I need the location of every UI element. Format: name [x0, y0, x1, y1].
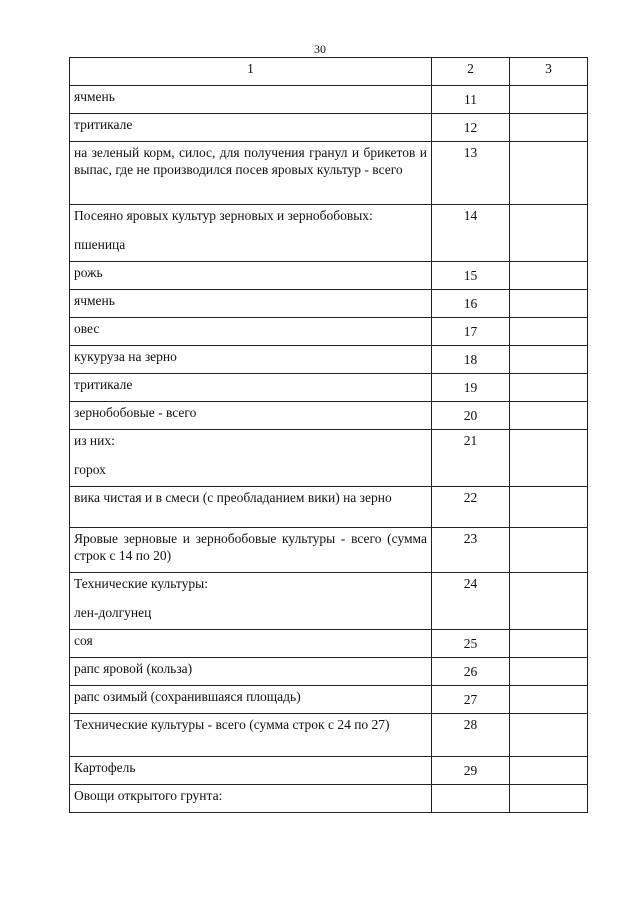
header-col-1: 1	[70, 58, 432, 86]
row-label: на зеленый корм, силос, для получения гранул и брикетов и выпас, где не производился посев яровых культур - всего	[70, 142, 432, 205]
table-row	[70, 487, 588, 528]
row-sublabel: лен-долгунец	[74, 605, 152, 620]
table-row	[70, 142, 588, 205]
row-value-cell[interactable]	[510, 785, 588, 813]
section-heading: Посеяно яровых культур зерновых и зернобобовых:	[74, 208, 373, 223]
table-row	[70, 785, 588, 813]
row-sublabel: горох	[74, 462, 106, 477]
row-value-cell[interactable]	[510, 86, 588, 114]
row-label: ячмень	[70, 86, 432, 114]
row-value-cell[interactable]	[510, 142, 588, 205]
row-value-cell[interactable]	[510, 714, 588, 757]
row-value-cell[interactable]	[510, 630, 588, 658]
table-row	[70, 318, 588, 346]
section-heading: из них:	[74, 433, 115, 448]
row-label: зернобобовые - всего	[70, 402, 432, 430]
row-code: 28	[432, 714, 510, 757]
section-heading: Технические культуры:	[74, 576, 208, 591]
table-row	[70, 658, 588, 686]
row-code: 23	[432, 528, 510, 573]
row-code: 15	[432, 262, 510, 290]
row-value-cell[interactable]	[510, 528, 588, 573]
row-code: 27	[432, 686, 510, 714]
table-row	[70, 402, 588, 430]
row-label: кукуруза на зерно	[70, 346, 432, 374]
row-code: 17	[432, 318, 510, 346]
row-label: Овощи открытого грунта:	[70, 785, 432, 813]
table-row	[70, 714, 588, 757]
row-value-cell[interactable]	[510, 402, 588, 430]
row-value-cell[interactable]	[510, 346, 588, 374]
row-code: 13	[432, 142, 510, 205]
row-label: тритикале	[70, 114, 432, 142]
row-label: соя	[70, 630, 432, 658]
form-table	[69, 57, 588, 813]
row-code: 20	[432, 402, 510, 430]
row-label	[70, 205, 432, 262]
row-sublabel: пшеница	[74, 237, 126, 252]
row-label: тритикале	[70, 374, 432, 402]
row-value-cell[interactable]	[510, 374, 588, 402]
row-value-cell[interactable]	[510, 114, 588, 142]
row-code: 19	[432, 374, 510, 402]
table-row	[70, 290, 588, 318]
row-code: 14	[432, 205, 510, 262]
table-row	[70, 630, 588, 658]
table-row	[70, 205, 588, 262]
table-row	[70, 114, 588, 142]
row-value-cell[interactable]	[510, 487, 588, 528]
row-label: вика чистая и в смеси (с преобладанием вики) на зерно	[70, 487, 432, 528]
row-label	[70, 430, 432, 487]
row-label: Картофель	[70, 757, 432, 785]
row-label: рапс озимый (сохранившаяся площадь)	[70, 686, 432, 714]
row-value-cell[interactable]	[510, 658, 588, 686]
table-row	[70, 262, 588, 290]
page-number: 30	[314, 42, 326, 56]
table-row	[70, 86, 588, 114]
table-row	[70, 686, 588, 714]
row-label: Яровые зерновые и зернобобовые культуры - всего (сумма строк с 14 по 20)	[70, 528, 432, 573]
table-row	[70, 573, 588, 630]
table-row	[70, 346, 588, 374]
row-code: 21	[432, 430, 510, 487]
row-code: 12	[432, 114, 510, 142]
table-row	[70, 430, 588, 487]
row-code: 22	[432, 487, 510, 528]
table-row	[70, 374, 588, 402]
table-row	[70, 757, 588, 785]
row-value-cell[interactable]	[510, 262, 588, 290]
header-col-3: 3	[510, 58, 588, 86]
row-code: 24	[432, 573, 510, 630]
row-code: 29	[432, 757, 510, 785]
row-label: ячмень	[70, 290, 432, 318]
row-code	[432, 785, 510, 813]
row-label: овес	[70, 318, 432, 346]
row-value-cell[interactable]	[510, 290, 588, 318]
row-code: 26	[432, 658, 510, 686]
row-code: 11	[432, 86, 510, 114]
table-row	[70, 528, 588, 573]
row-label: рожь	[70, 262, 432, 290]
header-col-2: 2	[432, 58, 510, 86]
row-label: Технические культуры - всего (сумма строк с 24 по 27)	[70, 714, 432, 757]
row-value-cell[interactable]	[510, 573, 588, 630]
row-code: 18	[432, 346, 510, 374]
row-value-cell[interactable]	[510, 318, 588, 346]
row-label: рапс яровой (кольза)	[70, 658, 432, 686]
row-label	[70, 573, 432, 630]
row-value-cell[interactable]	[510, 430, 588, 487]
row-value-cell[interactable]	[510, 686, 588, 714]
row-code: 25	[432, 630, 510, 658]
row-code: 16	[432, 290, 510, 318]
table-header-row	[70, 58, 588, 86]
row-value-cell[interactable]	[510, 757, 588, 785]
row-value-cell[interactable]	[510, 205, 588, 262]
